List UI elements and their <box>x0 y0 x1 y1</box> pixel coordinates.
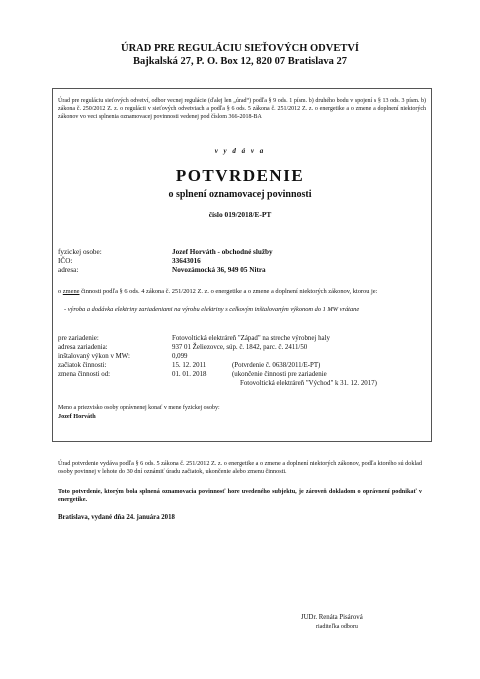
change-value: 01. 01. 2018 <box>172 371 207 378</box>
power-value: 0,099 <box>172 353 188 360</box>
change-underlined: zmene <box>62 288 80 295</box>
ico-value: 33643016 <box>172 257 201 265</box>
facility-value: Fotovoltická elektráreň "Západ" na streche výrobnej haly <box>172 335 330 342</box>
person-name: Jozef Horváth - obchodné služby <box>172 248 273 256</box>
signatory-name: JUDr. Renáta Pisárová <box>301 614 363 621</box>
change-prefix: o <box>58 288 63 295</box>
authority-name: ÚRAD PRE REGULÁCIU SIEŤOVÝCH ODVETVÍ <box>120 43 360 54</box>
change-note: (ukončenie činnosti pre zariadenie <box>232 371 327 378</box>
authority-address: Bajkalská 27, P. O. Box 12, 820 07 Bratislava 27 <box>132 56 347 67</box>
intro-paragraph: Úrad pre reguláciu sieťových odvetví, odbor vecnej regulácie (ďalej len „úrad“) podľa § 9 ods. 1 písm. b) druhého bodu v spojení s § 13 ods. 3 písm. b) zákona č. 250/2012 Z. z. o regulácii v sieťových odvetviach a podľa § 6 ods. 5 zákona č. 251/2012 Z. z. o energetike a o zmene a doplnení niektorých zákonov vo veci splnenia oznamovacej povinnosti vedenej pod číslom 366-2018-BA <box>58 98 426 120</box>
facility-address-value: 937 01 Želiezovce, súp. č. 1842, parc. č. 2411/50 <box>172 344 308 351</box>
person-label: fyzickej osobe: <box>58 248 102 256</box>
change-label: zmena činnosti od: <box>58 371 111 378</box>
activity-bullet: - výroba a dodávka elektriny zariadeniami na výrobu elektriny s celkovým inštalovaným výkonom do 1 MW vrátane <box>64 306 360 313</box>
document-subtitle: o splnení oznamovacej povinnosti <box>168 189 312 200</box>
signatory-role: riaditeľka odboru <box>316 624 358 630</box>
change-rest: činnosti podľa § 6 ods. 4 zákona č. 251/2012 Z. z. o energetike a o zmene a doplnení niektorých zákonov, ktorou je: <box>79 288 378 295</box>
start-label: začiatok činnosti: <box>58 362 107 369</box>
ico-label: IČO: <box>58 257 73 265</box>
legal-basis-note: Úrad potvrdenie vydáva podľa § 6 ods. 5 zákona č. 251/2012 Z. z. o energetike a o zmene a doplnení niektorých zákonov, podľa ktorého sú doklad osoby povinnej v lehote do 30 dní oznámiť úradu začiatok, ukončenie alebo zmenu činnosti. <box>58 460 422 476</box>
facility-label: pre zariadenie: <box>58 335 99 342</box>
start-value: 15. 12. 2011 <box>172 362 207 369</box>
place-and-date: Bratislava, vydané dňa 24. januára 2018 <box>58 514 175 521</box>
address-value: Novozámocká 36, 949 05 Nitra <box>172 266 266 274</box>
certificate-number: číslo 019/2018/E-PT <box>208 210 272 219</box>
representative-label: Meno a priezvisko osoby oprávnenej konať v mene fyzickej osoby: <box>58 405 220 411</box>
validity-note: Toto potvrdenie, ktorým bola splnená oznamovacia povinnosť hore uvedeného subjektu, je zároveň dokladom o oprávnení podnikať v energetike. <box>58 488 422 504</box>
certificate-frame <box>52 88 432 442</box>
document-title: POTVRDENIE <box>175 166 305 185</box>
start-note: (Potvrdenie č. 0638/2011/E-PT) <box>232 362 321 369</box>
representative-name: Jozef Horváth <box>58 413 96 420</box>
facility-address-label: adresa zariadenia: <box>58 344 108 351</box>
change-paragraph <box>58 288 424 296</box>
power-label: inštalovaný výkon v MW: <box>58 353 130 360</box>
change-note-cont: Fotovoltická elektráreň "Východ" k 31. 12. 2017) <box>240 380 377 387</box>
address-label: adresa: <box>58 266 79 274</box>
issues-label: v y d á v a <box>214 147 266 155</box>
